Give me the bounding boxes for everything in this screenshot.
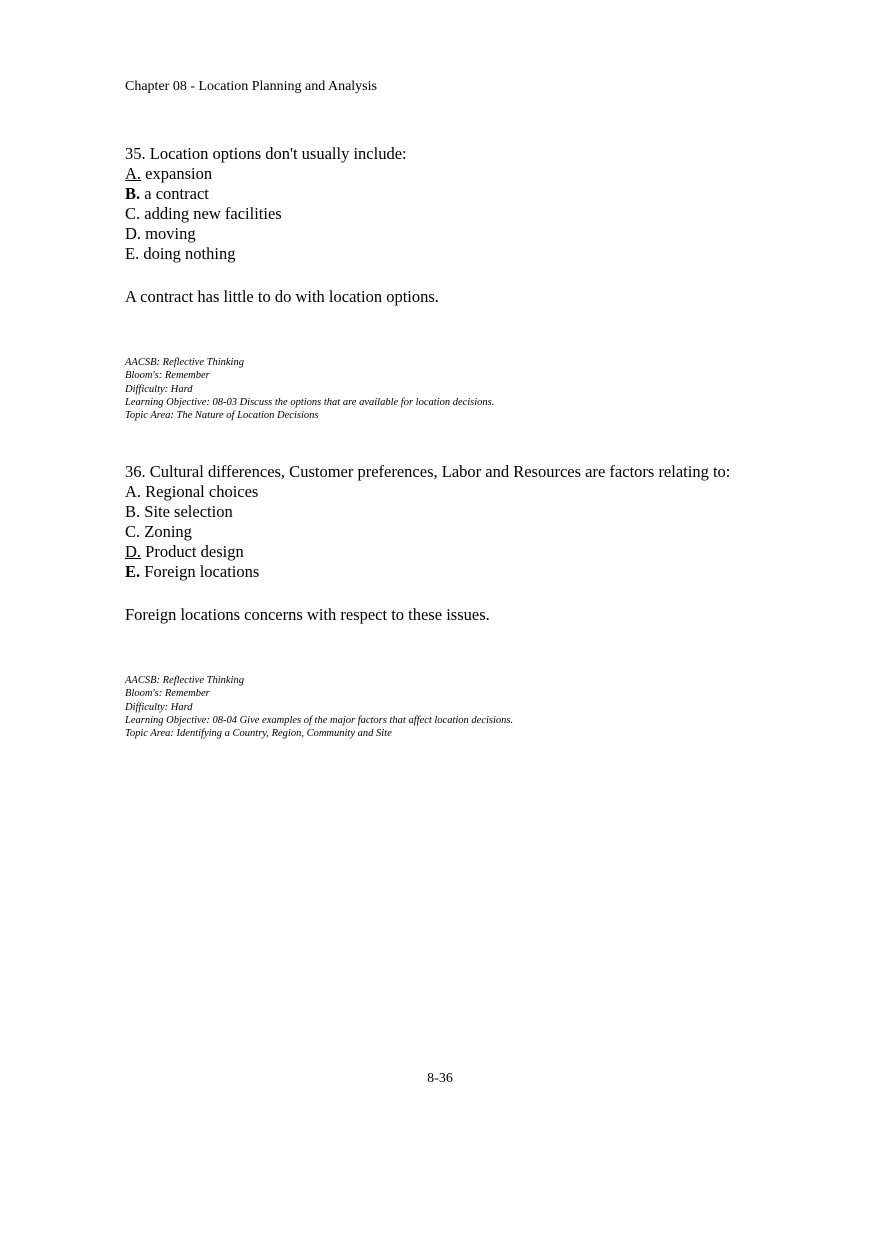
page-number: 8-36 [427, 1071, 453, 1086]
option-a [125, 164, 825, 184]
option-b [125, 502, 825, 522]
option-c [125, 204, 825, 224]
option-letter: A. [125, 164, 142, 183]
option-a [125, 482, 825, 502]
option-letter: B. [125, 502, 141, 521]
option-text: adding new facilities [140, 204, 282, 223]
option-text: Regional choices [141, 482, 259, 501]
option-d [125, 224, 825, 244]
option-text: Product design [141, 542, 244, 561]
question-36 [125, 462, 825, 740]
option-letter: C. [125, 522, 141, 541]
meta-learning-objective: Learning Objective: 08-03 Discuss the options that are available for location decisions. [125, 396, 495, 408]
option-text: doing nothing [139, 244, 236, 263]
meta-blooms: Bloom's: Remember [125, 370, 210, 382]
option-letter: A. [125, 482, 142, 501]
option-letter: B. [125, 184, 141, 203]
option-text: a contract [140, 184, 209, 203]
question-stem: 36. Cultural differences, Customer preferences, Labor and Resources are factors relating to: [125, 462, 731, 481]
option-text: expansion [141, 164, 213, 183]
answer-explanation: Foreign locations concerns with respect to these issues. [125, 605, 490, 624]
option-text: moving [141, 224, 196, 243]
meta-topic-area: Topic Area: The Nature of Location Decisions [125, 410, 319, 422]
meta-aacsb: AACSB: Reflective Thinking [125, 357, 244, 368]
meta-topic-area: Topic Area: Identifying a Country, Region, Community and Site [125, 728, 392, 740]
option-text: Foreign locations [140, 562, 260, 581]
option-e [125, 244, 825, 264]
question-stem: 35. Location options don't usually include: [125, 144, 407, 163]
meta-learning-objective: Learning Objective: 08-04 Give examples of the major factors that affect location decisions. [125, 714, 514, 726]
answer-explanation: A contract has little to do with location options. [125, 287, 439, 306]
option-d [125, 542, 825, 562]
option-text: Site selection [140, 502, 233, 521]
option-letter: E. [125, 244, 140, 263]
chapter-header: Chapter 08 - Location Planning and Analysis [125, 79, 377, 94]
option-letter: E. [125, 562, 141, 581]
meta-blooms: Bloom's: Remember [125, 688, 210, 700]
meta-difficulty: Difficulty: Hard [125, 383, 193, 395]
option-c [125, 522, 825, 542]
meta-aacsb: AACSB: Reflective Thinking [125, 675, 244, 686]
option-letter: C. [125, 204, 141, 223]
option-e [125, 562, 825, 582]
question-metadata [125, 356, 825, 422]
option-letter: D. [125, 224, 142, 243]
question-35 [125, 144, 825, 422]
question-metadata [125, 674, 825, 740]
meta-difficulty: Difficulty: Hard [125, 701, 193, 713]
option-text: Zoning [140, 522, 192, 541]
option-letter: D. [125, 542, 142, 561]
option-b [125, 184, 825, 204]
